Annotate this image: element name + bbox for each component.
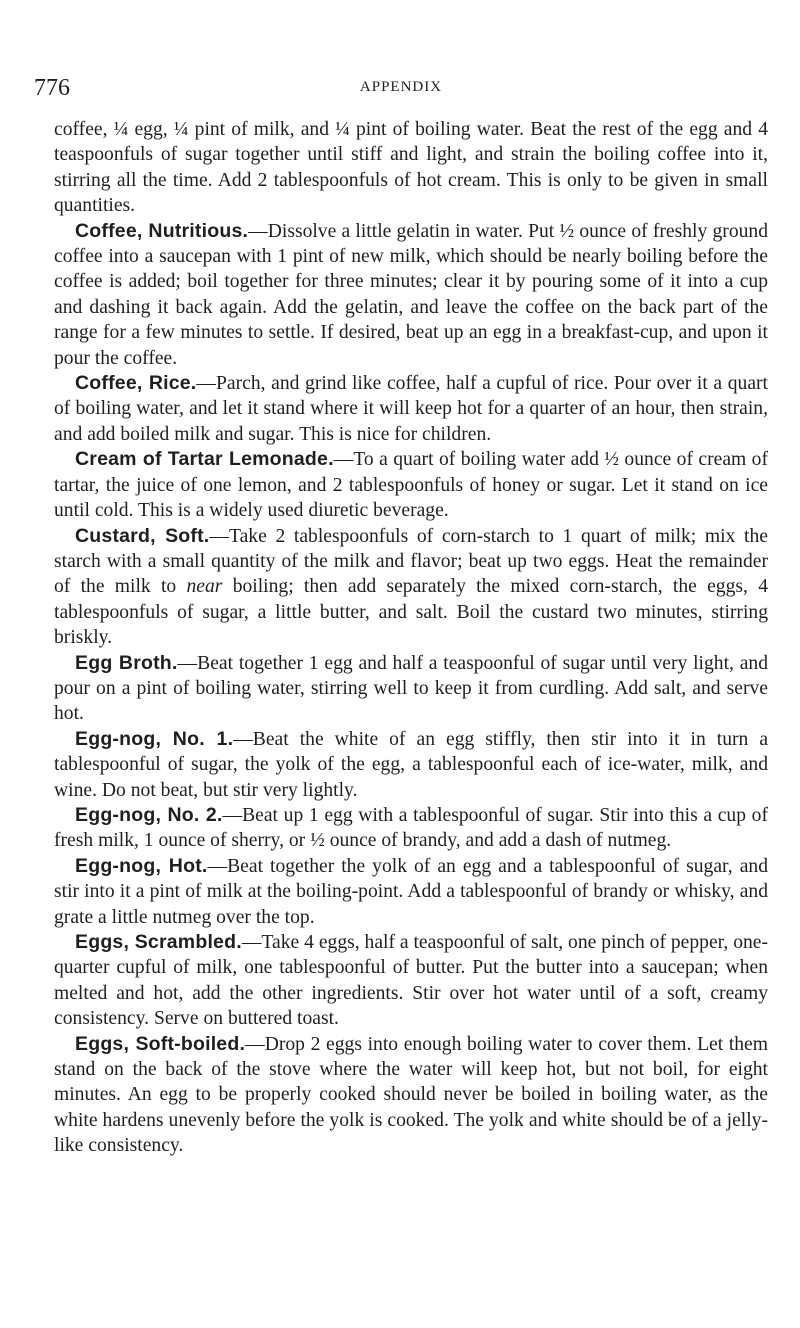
continuation-paragraph: coffee, ¼ egg, ¼ pint of milk, and ¼ pint of boiling water. Beat the rest of the egg and 4 teaspoonfuls of sugar together until stiff and light, and strain the boiling coffee into it, stirring all the time. Add 2 tablespoonfuls of hot cream. This is only to be given in small quantities. [54,119,768,217]
entry-text: —Parch, and grind like coffee, half a cupful of rice. Pour over it a quart of boiling water, and let it stand where it will keep hot for a quarter of an hour, then strain, and add boiled milk and sugar. This is nice for children. [54,373,768,445]
entry-heading: Egg-nog, Hot. [75,854,208,877]
entry-heading: Custard, Soft. [75,524,210,547]
entry-eggs-scrambled [54,930,768,1032]
entry-egg-nog-no-2 [54,803,768,854]
entry-egg-nog-hot [54,854,768,930]
entry-egg-broth [54,651,768,727]
page-number: 776 [34,75,70,101]
entry-coffee-rice [54,371,768,447]
entry-text: —Take 2 tablespoonfuls of corn-starch to 1 quart of milk; mix the starch with a small quantity of the milk and flavor; beat up two eggs. Heat the remainder of the milk to [54,525,768,598]
entry-heading: Egg-nog, No. 2. [75,803,223,826]
entry-text: —Take 4 eggs, half a teaspoonful of salt, one pinch of pepper, one-quarter cupful of milk, one tablespoonful of butter. Put the butter into a saucepan; when melted and hot, add the other ingredients. Stir over hot water until of a soft, creamy consistency. Serve on buttered toast. [54,932,769,1030]
entry-egg-nog-no-1 [54,727,768,803]
entry-heading: Cream of Tartar Lemonade. [75,448,334,471]
page-body [54,117,768,1159]
entry-text: —Beat together the yolk of an egg and a tablespoonful of sugar, and stir into it a pint of milk at the boiling-point. Add a tablespoonful of brandy or whisky, and grate a little nutmeg over the top. [54,855,768,928]
entry-heading: Egg-nog, No. 1. [75,727,234,750]
entry-heading: Coffee, Nutritious. [75,219,249,242]
entry-text: —Beat up 1 egg with a tablespoonful of sugar. Stir into this a cup of fresh milk, 1 ounce of sherry, or ½ ounce of brandy, and add a dash of nutmeg. [54,804,769,852]
entry-text: —Drop 2 eggs into enough boiling water to cover them. Let them stand on the back of the stove where the water will keep hot, but not boil, for eight minutes. An egg to be properly cooked should never be boiled in boiling water, as the white hardens unevenly before the yolk is cooked. The yolk and white should be of a jelly-like consistency. [54,1033,768,1157]
entry-eggs-soft-boiled [54,1032,768,1159]
entry-text: —Dissolve a little gelatin in water. Put ½ ounce of freshly ground coffee into a saucepan with 1 pint of new milk, which should be nearly boiling before the coffee is added; boil together for three minutes; clear it by pouring some of it into a cup and dashing it back again. Add the gelatin, and leave the coffee on the back part of the range for a few minutes to settle. If desired, beat up an egg in a breakfast-cup, and upon it pour the coffee. [54,220,769,369]
running-head: APPENDIX [359,79,443,95]
entry-heading: Eggs, Scrambled. [75,931,242,953]
entry-heading: Egg Broth. [75,651,178,674]
entry-cream-of-tartar-lemonade [54,447,768,523]
entry-custard-soft [54,524,768,651]
page-header [34,76,768,100]
entry-text: boiling; then add separately the mixed corn-starch, the eggs, 4 tablespoonfuls of sugar, a little butter, and salt. Boil the custard two minutes, stirring briskly. [54,576,768,649]
entry-text-italic: near [186,576,223,598]
entry-coffee-nutritious [54,219,768,371]
entry-text: —Beat the white of an egg stiffly, then stir into it in turn a tablespoonful of sugar, the yolk of the egg, a tablespoonful each of ice-water, milk, and wine. Do not beat, but stir very lightly. [54,728,769,801]
entry-text: —To a quart of boiling water add ½ ounce of cream of tartar, the juice of one lemon, and 2 tablespoonfuls of honey or sugar. Let it stand on ice until cold. This is a widely used diuretic beverage. [54,449,769,522]
entry-text: —Beat together 1 egg and half a teaspoonful of sugar until very light, and pour on a pint of boiling water, stirring well to keep it from curdling. Add salt, and serve hot. [54,652,768,725]
entry-heading: Coffee, Rice. [75,372,197,395]
entry-heading: Eggs, Soft-boiled. [75,1032,246,1055]
